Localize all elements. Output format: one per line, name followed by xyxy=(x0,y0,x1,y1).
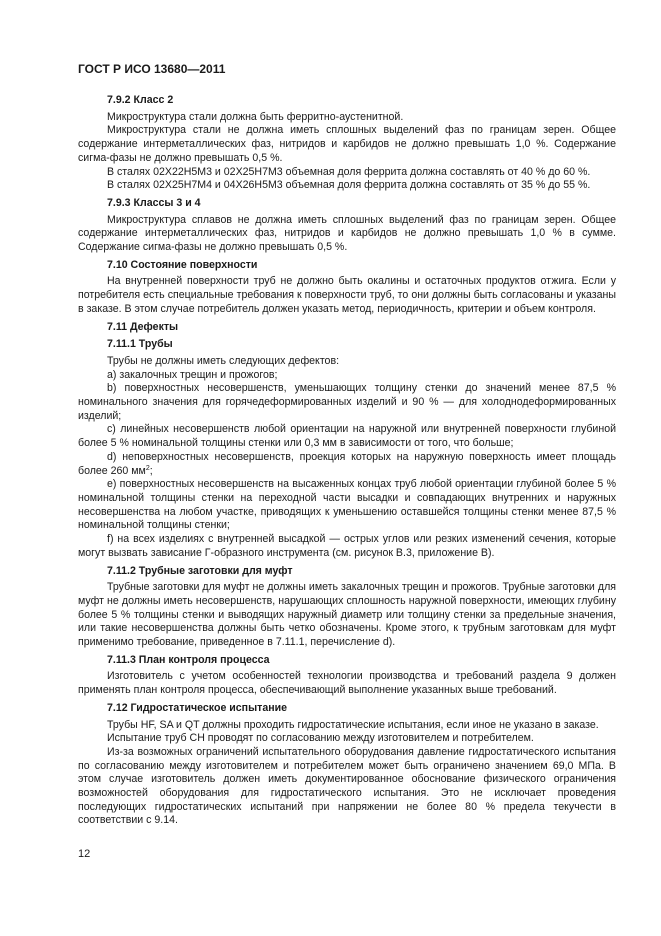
paragraph: Из-за возможных ограничений испытательного оборудования давление гидростатического испытания по согласованию между изготовителем и потребителем может быть ограничено значением 69,0 МПа. В этом случае изготовитель должен иметь документированное обоснование физического ограничения возможностей оборудования для гидростатического испытания. Это не исключает проведения последующих гидростатических испытаний при напряжении не более 80 % предела текучести в соответствии с 9.14. xyxy=(78,745,616,827)
list-item-a: a) закалочных трещин и прожогов; xyxy=(107,368,278,381)
section-heading-7-11-3: 7.11.3 План контроля процесса xyxy=(107,653,270,666)
paragraph: Трубные заготовки для муфт не должны иметь закалочных трещин и прожогов. Трубные заготовки для муфт не должны иметь несовершенств, нарушающих сплошность наружной поверхности, имеющих глубину более 5 % толщины стенки и выводящих наружный диаметр или толщину стенки за предельные значения, или такие несовершенства должны быть четко обозначены. Кроме этого, к трубным заготовкам для муфт применимо требование, приведенное в 7.11.1, перечисление d). xyxy=(78,581,616,649)
paragraph: Микроструктура стали должна быть ферритно-аустенитной. xyxy=(107,110,404,123)
list-item-f: f) на всех изделиях с внутренней высадкой — острых углов или резких изменений сечения, которые могут вызвать зависание Г-образного инструмента (см. рисунок В.3, приложение В). xyxy=(78,533,616,559)
list-item-d-tail: ; xyxy=(149,464,153,477)
paragraph: Микроструктура стали не должна иметь сплошных выделений фаз по границам зерен. Общее содержание интерметаллических фаз, нитридов и карбидов не должно превышать 1,0 %. Содержание сигма-фазы не должно превышать 0,5 %. xyxy=(78,124,616,164)
paragraph: Микроструктура сплавов не должна иметь сплошных выделений фаз по границам зерен. Общее содержание интерметаллических фаз, нитридов и карбидов не должно превышать 1,0 % в сумме. Содержание сигма-фазы не должно превышать 0,5 %. xyxy=(78,213,616,254)
paragraph: В сталях 02Х25Н7М4 и 04Х26Н5М3 объемная доля феррита должна составлять от 35 % до 55 %. xyxy=(107,179,591,192)
section-heading-7-9-3: 7.9.3 Классы 3 и 4 xyxy=(107,196,201,209)
list-item-d-text: d) неповерхностных несовершенств, проекция которых на наружную поверхность имеет площадь более 260 мм xyxy=(78,450,616,477)
document-header: ГОСТ Р ИСО 13680—2011 xyxy=(78,62,226,76)
paragraph: Изготовитель с учетом особенностей технологии производства и требований раздела 9 должен применять план контроля процесса, обеспечивающий выполнение указанных выше требований. xyxy=(78,670,616,697)
section-heading-7-11-1: 7.11.1 Трубы xyxy=(107,338,173,351)
paragraph: В сталях 02Х22Н5М3 и 02Х25Н7М3 объемная доля феррита должна составлять от 40 % до 60 %. xyxy=(107,165,591,178)
list-item-d xyxy=(78,451,616,478)
page-number: 12 xyxy=(78,848,91,860)
list-item-c: c) линейных несовершенств любой ориентации на наружной или внутренней поверхности глубиной более 5 % номинальной толщины стенки или 0,3 мм в зависимости от того, что больше; xyxy=(78,423,616,450)
list-item-b: b) поверхностных несовершенств, уменьшающих толщину стенки до значений менее 87,5 % номинального значения для горячедеформированных изделий и 90 % — для холоднодеформированных изделий; xyxy=(78,382,616,422)
paragraph: На внутренней поверхности труб не должно быть окалины и остаточных продуктов отжига. Если у потребителя есть специальные требования к поверхности труб, то они должны быть согласованы и указаны в заказе. В этом случае потребитель должен указать метод, периодичность, критерии и объем контроля. xyxy=(78,275,616,315)
superscript: 2 xyxy=(145,464,150,472)
section-heading-7-11: 7.11 Дефекты xyxy=(107,320,179,333)
paragraph: Трубы не должны иметь следующих дефектов: xyxy=(107,354,340,367)
paragraph: Испытание труб CH проводят по согласованию между изготовителем и потребителем. xyxy=(107,732,534,745)
section-heading-7-10: 7.10 Состояние поверхности xyxy=(107,258,258,271)
list-item-e: e) поверхностных несовершенств на высаженных концах труб любой ориентации глубиной более 5 % номинальной толщины стенки на переходной части высадки и совпадающих внутренних и наружных несовершенства на любом участке, приводящих к уменьшению оставшейся толщины стенки менее 87,5 % номинальной толщины стенки; xyxy=(78,478,616,532)
section-heading-7-11-2: 7.11.2 Трубные заготовки для муфт xyxy=(107,564,293,577)
paragraph: Трубы HF, SA и QT должны проходить гидростатические испытания, если иное не указано в заказе. xyxy=(107,718,599,731)
section-heading-7-9-2: 7.9.2 Класс 2 xyxy=(107,94,174,106)
document-body xyxy=(78,94,616,828)
section-heading-7-12: 7.12 Гидростатическое испытание xyxy=(107,701,288,714)
